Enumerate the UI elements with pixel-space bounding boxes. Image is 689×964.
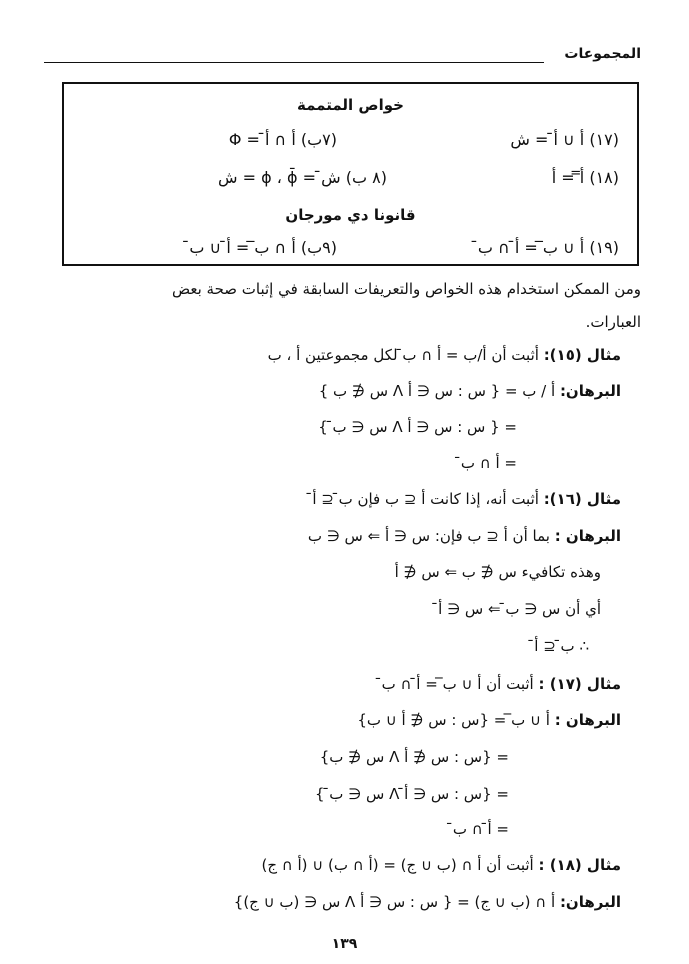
example-15-proof-line [461, 454, 517, 472]
property-18b: (٨ ب) ش̄ = ϕ ، ϕ̄ = ش [218, 168, 387, 187]
proof-text: أي أن س ∈ ب̄ ⇐ س ∈ أ̄ [438, 600, 601, 618]
example-text: أثبت أن أ ∩ (ب ∪ ج) = (أ ∩ ب) ∪ (أ ∩ ج) [261, 856, 539, 874]
proof-text: = أ̄ ∩ ب̄ [452, 820, 509, 838]
proof-label: البرهان: [559, 893, 621, 911]
example-16-proof-line [534, 637, 589, 655]
proof-text: أ ∩ (ب ∪ ج) = { س : س ∈ أ Λ س ∈ (ب ∪ ج)} [233, 893, 560, 911]
proof-label: البرهان : [554, 527, 621, 545]
example-16-proof-line [395, 563, 601, 581]
demorgan-law-19b: (٩ب) أ ∩ ب̅ = أ̄ ∪ ب̄ [189, 238, 337, 257]
example-17-statement [382, 675, 621, 693]
example-label: مثال (١٨) : [538, 856, 621, 874]
header-rule [44, 62, 544, 63]
example-15-proof-line [319, 382, 621, 400]
property-17a: (١٧) أ ∪ أ̄ = ش [510, 130, 619, 149]
demorgan-law-19a: (١٩) أ ∪ ب̅ = أ̄ ∩ ب̄ [477, 238, 619, 257]
example-label: مثال (١٦): [543, 490, 621, 508]
properties-box [62, 82, 639, 266]
proof-text: = أ ∩ ب̄ [460, 454, 517, 472]
proof-label: البرهان: [559, 382, 621, 400]
property-17b: (٧ب) أ ∩ أ̄ = Φ [228, 130, 337, 149]
proof-text: بما أن أ ⊆ ب فإن: س ∈ أ ⇐ س ∈ ب [307, 527, 555, 545]
box-title-properties: خواص المتممة [297, 96, 404, 114]
example-17-proof-line [320, 748, 509, 766]
proof-text: = { س : س ∈ أ Λ س ∈ ب̄ } [318, 418, 517, 436]
example-18-statement [261, 856, 621, 874]
example-label: مثال (١٧) : [538, 675, 621, 693]
example-label: مثال (١٥): [543, 346, 621, 364]
page-number: ١٣٩ [331, 936, 358, 952]
property-18a: (١٨) أ̿ = أ [551, 168, 619, 187]
example-17-proof-line [357, 711, 621, 729]
example-text: أثبت أن أ ∪ ب̅ = أ̄ ∩ ب̄ [381, 675, 539, 693]
proof-text: = {س : س ∉ أ Λ س ∉ ب} [319, 748, 509, 766]
proof-text: ∴ ب̄ ⊆ أ̄ [534, 637, 589, 655]
example-17-proof-line [315, 785, 509, 803]
example-16-statement [312, 490, 621, 508]
example-16-proof-line [438, 600, 601, 618]
running-head: المجموعات [564, 46, 641, 62]
proof-text: أ ∪ ب̅ = {س : س ∉ أ ∪ ب} [357, 711, 555, 729]
example-text: أثبت أن أ/ب = أ ∩ ب̄ لكل مجموعتين أ ، ب [267, 346, 544, 364]
example-18-proof-line [234, 893, 621, 911]
example-17-proof-line [453, 820, 509, 838]
box-title-demorgan: قانونا دي مورجان [285, 206, 416, 224]
example-15-proof-line [318, 418, 517, 436]
paragraph-line-2: العبارات. [585, 313, 641, 331]
example-16-proof-line [308, 527, 621, 545]
example-text: أثبت أنه، إذا كانت أ ⊆ ب فإن ب̄ ⊆ أ̄ [312, 490, 544, 508]
proof-label: البرهان : [554, 711, 621, 729]
paragraph-line-1: ومن الممكن استخدام هذه الخواص والتعريفات السابقة في إثبات صحة بعض [172, 280, 641, 298]
proof-text: وهذه تكافيء س ∉ ب ⇐ س ∉ أ [394, 563, 601, 581]
proof-text: أ / ب = { س : س ∈ أ Λ س ∉ ب } [318, 382, 560, 400]
proof-text: = {س : س ∈ أ̄ Λ س ∈ ب̄ } [314, 785, 509, 803]
example-15-statement [268, 346, 621, 364]
